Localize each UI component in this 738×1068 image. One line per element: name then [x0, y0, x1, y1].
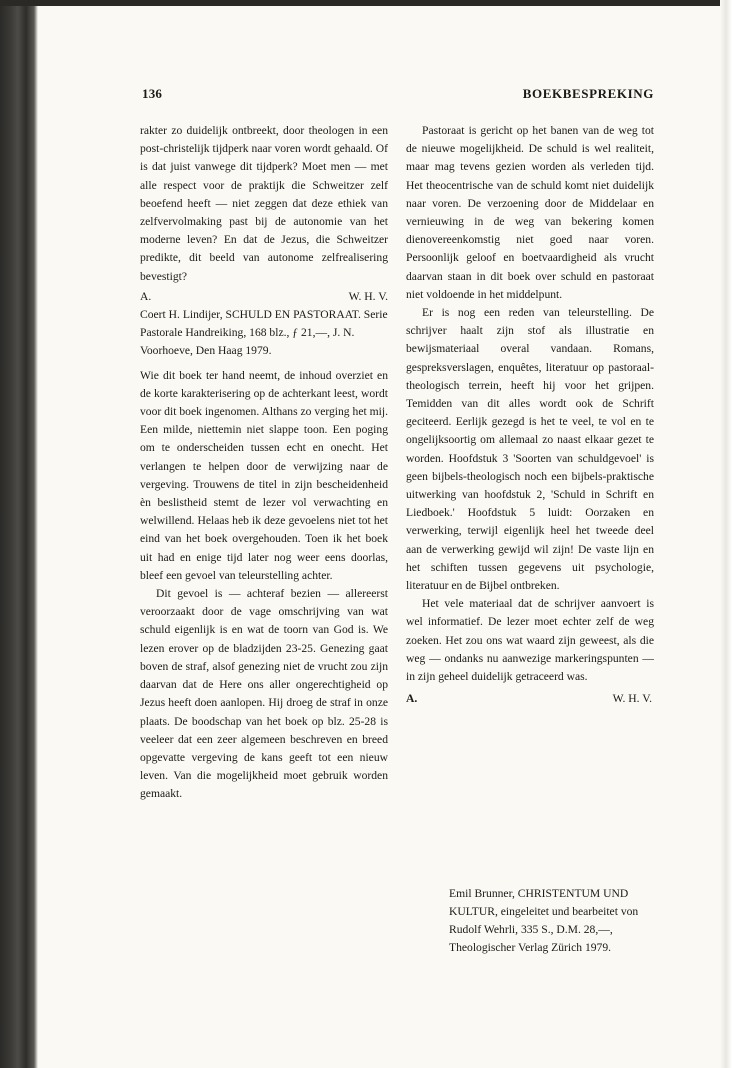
- page-number: 136: [142, 86, 163, 101]
- scan-left-shadow: [0, 0, 38, 1068]
- right-paragraph-2: Er is nog een reden van teleurstelling. De schrijver haalt zijn stof als illustratie en bewijsmateriaal overal vandaan. Romans, gespreksverslagen, enquêtes, literatuur op pastoraal-theologisch terrein, heeft hij voor het grijpen. Temidden van dit alles wordt ook de Schrift geciteerd. Eerlijk gezegd is het te veel, te vol en te ongelijksoortig om allemaal zo naast elkaar gezet te worden. Hoofdstuk 3 'Soorten van schuldgevoel' is geen bijbels-theologisch noch een bijbels-praktische uitwerking van hoofdstuk 2, 'Schuld in Schrift en Liedboek.' Hoofdstuk 5 luidt: Oorzaken en verwerking, terwijl eigenlijk heel het tweede deel aan de verwerking gewijd wil zijn! De vaste lijn en het schiften tussen gegevens uit psychologie, literatuur en de Bijbel ontbreken.: [406, 306, 654, 593]
- running-header: [142, 86, 654, 104]
- running-title: BOEKBESPREKING: [522, 86, 654, 101]
- right-paragraph-3: Het vele materiaal dat de schrijver aanvoert is wel informatief. De lezer moet echter zelf de weg zoeken. Het zou ons wat waard zijn geweest, als die weg — ondanks nu aanwezige markeringspunten — in zijn geheel duidelijk getraceerd was.: [406, 597, 654, 684]
- left-paragraph-1: rakter zo duidelijk ontbreekt, door theologen in een post-christelijk tijdperk naar voren wordt gehaald. Of is dat juist vanwege dit tijdperk? Moet men — met alle respect voor de praktijk die Schweitzer zelf beoefend heeft — niet zeggen dat deze ethiek van zelfvervolmaking past bij de autonomie van het moderne leven? En dat de Jezus, die Schweitzer predikte, dit beeld van autonome zelfrealisering bevestigt?: [140, 124, 388, 283]
- signature-name: W. H. V.: [612, 692, 652, 706]
- scan-right-edge: [720, 0, 738, 1068]
- right-signature: [406, 690, 654, 708]
- scan-top-shadow: [0, 0, 738, 6]
- signature-name: W. H. V.: [348, 289, 388, 303]
- right-paragraph-1: Pastoraat is gericht op het banen van de weg tot de nieuwe mogelijkheid. De schuld is wel realiteit, maar mag tevens gezien worden als verleden tijd. Het theocentrische van de schuld komt niet duidelijk naar voren. De verzoening door de Middelaar en vernieuwing in de weg van bekering komen dienovereenkomstig niet goed naar voren. Persoonlijk geloof en boetvaardigheid als vrucht daarvan staan in dit boek over schuld en pastoraat niet voldoende in het middelpunt.: [406, 124, 654, 301]
- left-paragraph-3: Dit gevoel is — achteraf bezien — allereerst veroorzaakt door de vage omschrijving van wat schuld eigenlijk is en wat de toorn van God is. We lezen erover op de bladzijden 23-25. Genezing gaat boven de straf, alsof genezing niet de vrucht zou zijn daarvan dat de Here ons aller ongerechtigheid op Jezus heeft doen aanlopen. Hij droeg de straf in onze plaats. De boodschap van het boek op blz. 25-28 is veeleer dat een zeer algemeen beschreven en breed opgevatte vergeving de kans geeft tot een nieuw leven. Van die mogelijkheid moet gebruik worden gemaakt.: [140, 587, 388, 801]
- right-column: [406, 122, 654, 709]
- signature-initial: A.: [140, 289, 152, 303]
- book-citation-brunner: Emil Brunner, CHRISTENTUM UND KULTUR, eingeleitet und bearbeitet von Rudolf Wehrli, 335 S., D.M. 28,—, Theologischer Verlag Zürich 1979.: [449, 886, 639, 955]
- signature-initial: A.: [406, 692, 418, 706]
- left-column: [140, 122, 388, 804]
- left-signature: [140, 288, 388, 306]
- left-paragraph-2: Wie dit boek ter hand neemt, de inhoud overziet en de korte karakterisering op de achterkant leest, wordt voor dit boek ingenomen. Althans zo verging het mij. Een milde, niettemin niet slappe toon. Een poging om te onderscheiden tussen echt en onecht. Het verlangen te helpen door de verwijzing naar de vergeving. Trouwens de titel in zijn bescheidenheid èn beslistheid stemt de lezer vol verwachting en welwillend. Helaas heb ik deze gevoelens niet tot het eind van het boek overgehouden. Toen ik het boek uit had en enige tijd later nog weer eens doorlas, bleef een gevoel van teleurstelling achter.: [140, 368, 388, 582]
- book-citation-lindijer: Coert H. Lindijer, SCHULD EN PASTORAAT. Serie Pastorale Handreiking, 168 blz., ƒ 21,—, J. N. Voorhoeve, Den Haag 1979.: [140, 308, 388, 358]
